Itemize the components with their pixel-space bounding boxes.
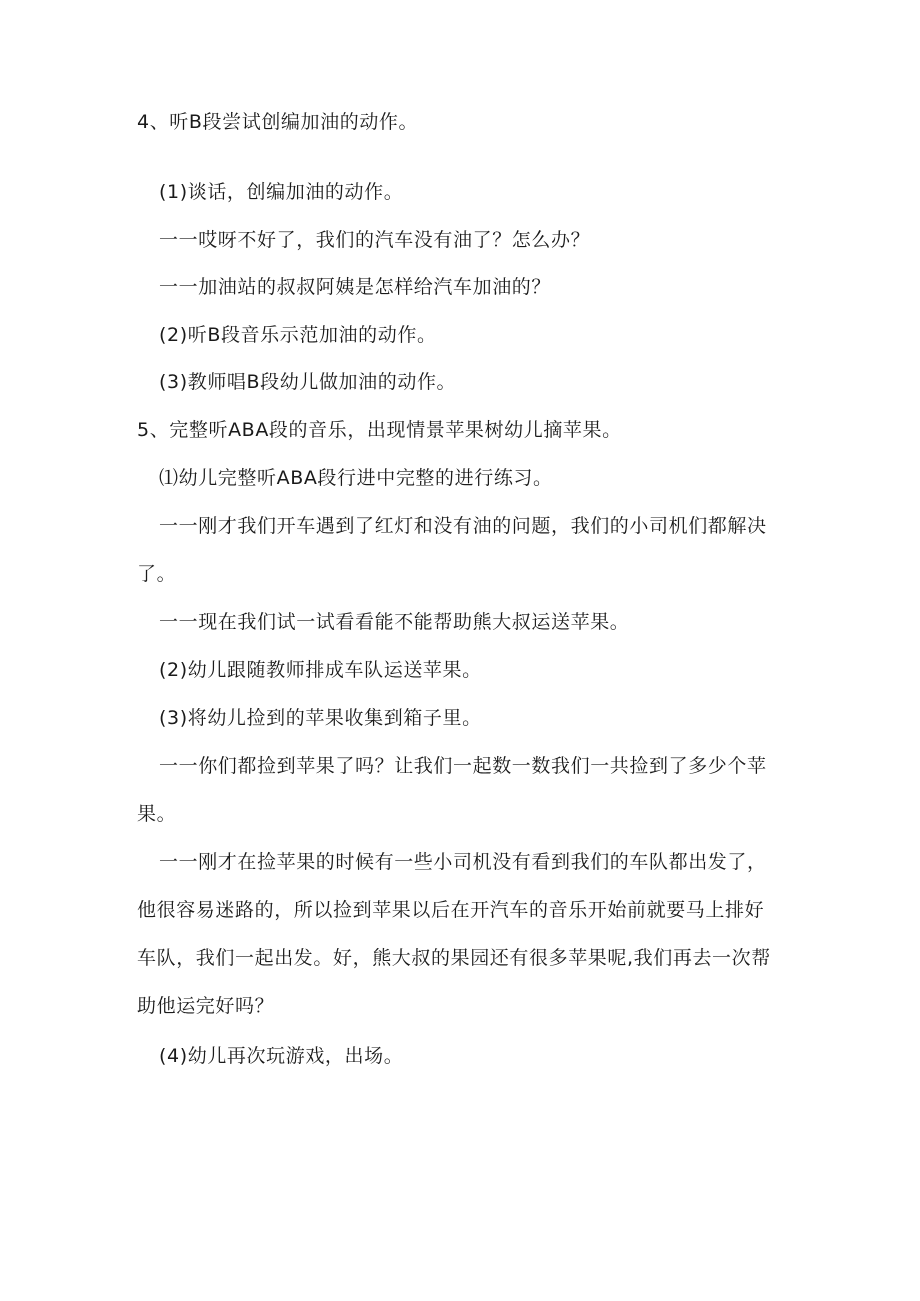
dialogue-line: 一一你们都捡到苹果了吗？让我们一起数一数我们一共捡到了多少个苹 [159, 755, 767, 777]
substep-3-sing: (3)教师唱B段幼儿做加油的动作。 [159, 371, 457, 393]
dialogue-line: 一一哎呀不好了，我们的汽车没有油了？怎么办？ [159, 229, 591, 251]
dialogue-line-continuation: 助他运完好吗？ [137, 995, 275, 1017]
step-4-heading: 4、听B段尝试创编加油的动作。 [137, 111, 419, 133]
substep-1-talk: (1)谈话，创编加油的动作。 [159, 181, 404, 203]
dialogue-line: 一一刚才在捡苹果的时候有一些小司机没有看到我们的车队都出发了， [159, 851, 767, 873]
step-5-heading: 5、完整听ABA段的音乐，出现情景苹果树幼儿摘苹果。 [137, 419, 622, 441]
dialogue-line-continuation: 了。 [137, 563, 177, 585]
dialogue-line-continuation: 果。 [137, 803, 177, 825]
dialogue-line: 一一加油站的叔叔阿姨是怎样给汽车加油的？ [159, 276, 552, 298]
substep-1-practice: ⑴幼儿完整听ABA段行进中完整的进行练习。 [159, 467, 553, 489]
dialogue-line-continuation: 他很容易迷路的，所以捡到苹果以后在开汽车的音乐开始前就要马上排好 [137, 899, 765, 921]
substep-3-collect: (3)将幼儿捡到的苹果收集到箱子里。 [159, 707, 482, 729]
dialogue-line-continuation: 车队，我们一起出发。好，熊大叔的果园还有很多苹果呢,我们再去一次帮 [137, 947, 771, 969]
substep-2-listen: (2)听B段音乐示范加油的动作。 [159, 324, 437, 346]
dialogue-line: 一一现在我们试一试看看能不能帮助熊大叔运送苹果。 [159, 611, 630, 633]
substep-4-replay: (4)幼儿再次玩游戏，出场。 [159, 1045, 404, 1067]
substep-2-convoy: (2)幼儿跟随教师排成车队运送苹果。 [159, 659, 482, 681]
dialogue-line: 一一刚才我们开车遇到了红灯和没有油的问题，我们的小司机们都解决 [159, 515, 767, 537]
